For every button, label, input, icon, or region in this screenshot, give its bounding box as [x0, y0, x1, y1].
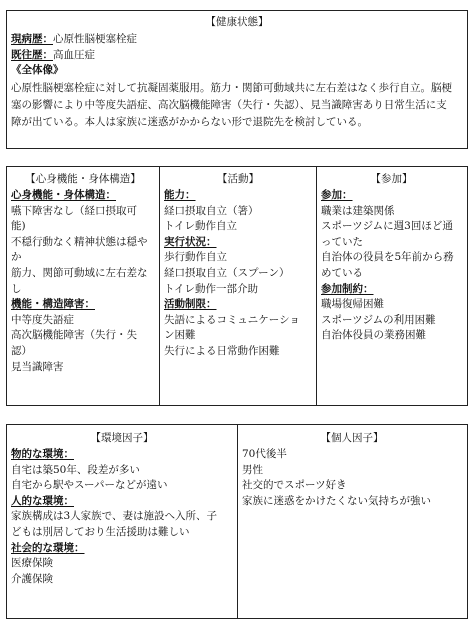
participation-section-label: 参加： [321, 189, 353, 201]
health-status-header: 【健康状態】 [205, 16, 269, 28]
environment-item: 医療保険 [11, 557, 53, 570]
activity-section-label: 実行状況： [164, 235, 217, 248]
body-function-item: 筋力、関節可動域に左右差な [11, 266, 148, 279]
environment-item: 自宅から駅やスーパーなどが遠い [11, 479, 168, 492]
participation-item: っていた [321, 235, 363, 248]
participation-column [316, 167, 466, 405]
environment-list [7, 445, 237, 589]
activity-section-label: 能力： [164, 189, 196, 201]
body-function-item: 能) [11, 220, 26, 233]
body-function-item: 嚥下障害なし（経口摂取可 [11, 204, 137, 217]
participation-item: 自治体の役員を5年前から務 [321, 251, 454, 264]
environment-item: 介護保険 [11, 572, 53, 585]
overview-line: 心原性脳梗塞栓症に対して抗凝固薬服用。筋力・関節可動域共に左右差はなく歩行自立。脳梗 [11, 81, 452, 94]
body-function-section-label: 機能・構造障害： [11, 298, 95, 311]
overview-text [7, 79, 467, 131]
environment-header: 【環境因子】 [90, 432, 154, 444]
participation-item: スポーツジムの利用困難 [321, 313, 436, 326]
body-function-column [7, 167, 159, 405]
body-function-section-label: 心身機能・身体構造： [11, 189, 116, 201]
personal-item: 男性 [242, 463, 263, 476]
environment-item: どもは別居しており生活援助は難しい [11, 525, 190, 538]
activity-item: トイレ動作一部介助 [164, 282, 258, 295]
activity-section-label: 活動制限： [164, 298, 217, 311]
body-function-header: 【心身機能・身体構造】 [25, 173, 141, 185]
activity-header: 【活動】 [217, 173, 259, 185]
overview-line: 障が出ている。本人は家族に迷惑がかからない形で退院先を検討している。 [11, 115, 368, 128]
personal-header: 【個人因子】 [320, 432, 384, 444]
body-function-item: 高次脳機能障害（失行・失 [11, 329, 137, 342]
activity-column [159, 167, 316, 405]
body-function-item: 不穏行動なく精神状態は穏や [11, 235, 148, 248]
health-status-box [6, 10, 468, 149]
participation-item: 職場復帰困難 [321, 298, 384, 311]
body-function-item: し [11, 282, 22, 295]
participation-list [317, 186, 466, 346]
participation-section-label: 参加制約： [321, 282, 374, 295]
environment-column [7, 425, 237, 618]
environment-item: 自宅は築50年、段差が多い [11, 463, 140, 476]
participation-item: 職業は建築関係 [321, 204, 395, 217]
body-function-item: 認） [11, 344, 32, 357]
past-history-line [11, 48, 463, 64]
body-function-item: か [11, 251, 22, 264]
factors-box [6, 424, 468, 619]
overview-line: 塞の影響により中等度失語症、高次脳機能障害（失行・失認）、見当識障害あり日常生活に支 [11, 98, 447, 111]
environment-section-label: 社会的な環境： [11, 541, 85, 554]
present-illness-value: 心原性脳梗塞栓症 [53, 33, 137, 45]
present-illness-label: 現病歴： [11, 33, 53, 45]
personal-column [237, 425, 466, 618]
body-function-item: 見当識障害 [11, 360, 64, 373]
personal-item: 70代後半 [242, 448, 287, 460]
activity-item: 失語によるコミュニケーショ [164, 313, 300, 326]
activity-item: トイレ動作自立 [164, 220, 237, 233]
participation-item: スポーツジムに週3回ほど通 [321, 220, 453, 233]
icf-box [6, 166, 468, 406]
environment-section-label: 物的な環境： [11, 448, 74, 460]
body-function-list [7, 186, 159, 377]
activity-list [160, 186, 316, 362]
environment-item: 家族構成は3人家族で、妻は施設へ入所、子 [11, 510, 217, 523]
past-history-label: 既往歴： [11, 48, 53, 61]
activity-item: 失行による日常動作困難 [164, 344, 280, 357]
participation-item: 自治体役員の業務困難 [321, 329, 426, 342]
participation-header: 【参加】 [370, 173, 413, 185]
activity-item: 経口摂取自立（スプーン） [164, 266, 290, 279]
overview-title: 《全体像》 [11, 64, 64, 77]
past-history-value: 高血圧症 [53, 48, 95, 61]
activity-item: 歩行動作自立 [164, 251, 227, 264]
present-illness-line [11, 32, 463, 48]
activity-item: 経口摂取自立（箸） [164, 204, 259, 217]
personal-item: 家族に迷惑をかけたくない気持ちが強い [242, 494, 431, 507]
personal-item: 社交的でスポーツ好き [242, 479, 347, 492]
participation-item: めている [321, 266, 363, 279]
body-function-item: 中等度失語症 [11, 313, 74, 326]
activity-item: ン困難 [164, 329, 196, 342]
environment-section-label: 人的な環境： [11, 494, 74, 507]
personal-list [238, 445, 466, 511]
